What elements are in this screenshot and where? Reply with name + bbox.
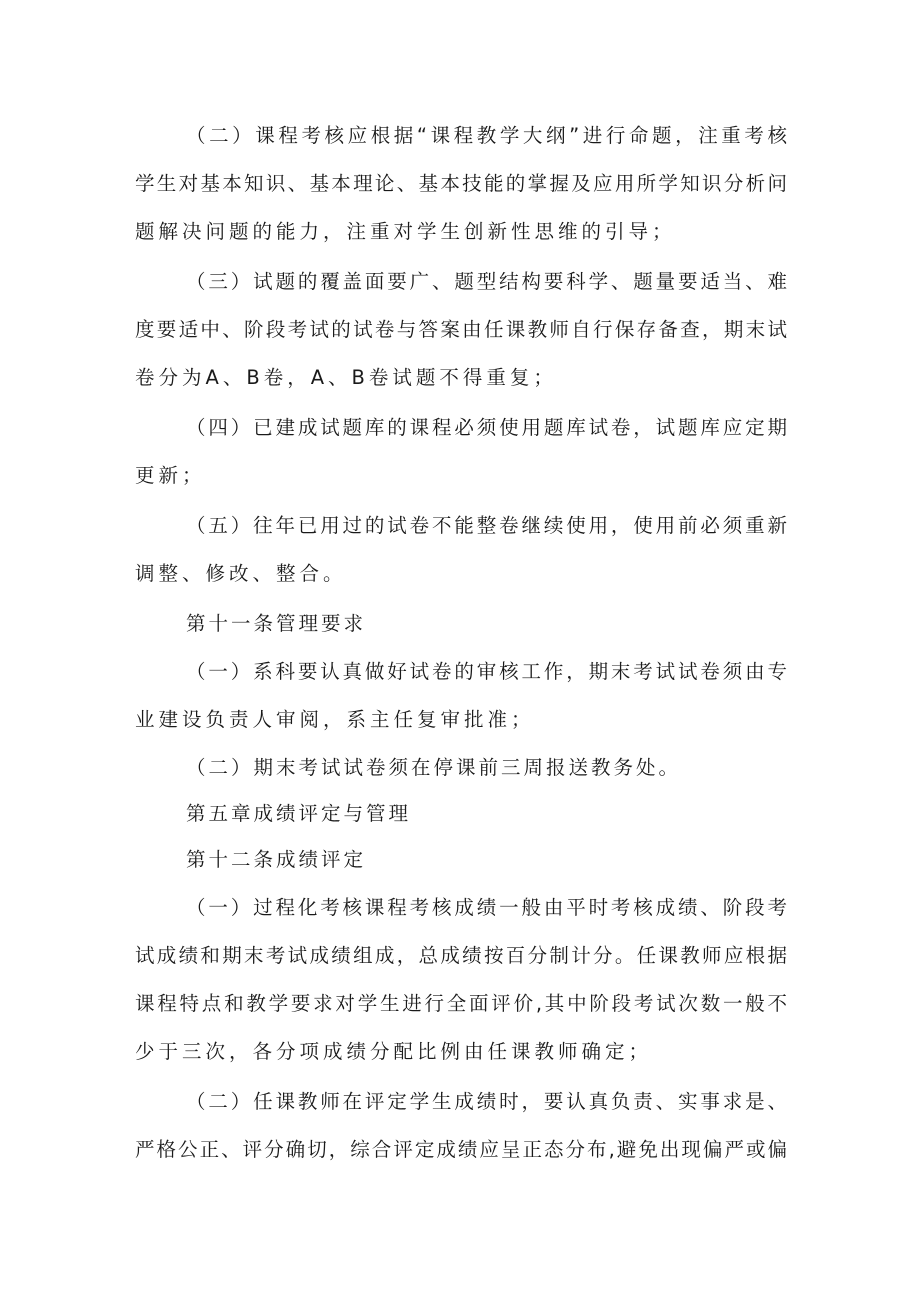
- paragraph-line: （五）往年已用过的试卷不能整卷继续使用，使用前必须重新: [186, 514, 787, 537]
- article-heading: 第十二条成绩评定: [186, 848, 367, 871]
- paragraph-line: 度要适中、阶段考试的试卷与答案由任课教师自行保存备查，期末试: [135, 318, 787, 341]
- paragraph-line: 严格公正、评分确切，综合评定成绩应呈正态分布,避免出现偏严或偏: [135, 1138, 787, 1161]
- chapter-heading: 第五章成绩评定与管理: [186, 802, 412, 825]
- paragraph-line: 题解决问题的能力，注重对学生创新性思维的引导；: [135, 220, 676, 243]
- paragraph-line: （三）试题的覆盖面要广、题型结构要科学、题量要适当、难: [186, 270, 787, 293]
- paragraph-line: 卷分为A、B卷，A、B卷试题不得重复；: [135, 366, 557, 389]
- paragraph-line: （一）系科要认真做好试卷的审核工作，期末考试试卷须由专: [186, 660, 787, 683]
- paragraph-line: 更新；: [135, 464, 206, 487]
- paragraph-line: （一）过程化考核课程考核成绩一般由平时考核成绩、阶段考: [186, 896, 787, 919]
- paragraph-line: 试成绩和期末考试成绩组成，总成绩按百分制计分。任课教师应根据: [135, 944, 787, 967]
- article-heading: 第十一条管理要求: [186, 612, 367, 635]
- paragraph-line: （二）期末考试试卷须在停课前三周报送教务处。: [186, 756, 682, 779]
- paragraph-line: （四）已建成试题库的课程必须使用题库试卷，试题库应定期: [186, 416, 787, 439]
- paragraph-line: 调整、修改、整合。: [135, 562, 347, 585]
- paragraph-line: 业建设负责人审阅，系主任复审批准；: [135, 708, 535, 731]
- paragraph-line: 课程特点和教学要求对学生进行全面评价,其中阶段考试次数一般不: [135, 992, 787, 1015]
- paragraph-line: （二）任课教师在评定学生成绩时，要认真负责、实事求是、: [186, 1090, 787, 1113]
- paragraph-line: 学生对基本知识、基本理论、基本技能的掌握及应用所学知识分析问: [135, 172, 787, 195]
- paragraph-line: 少于三次，各分项成绩分配比例由任课教师确定；: [135, 1040, 653, 1063]
- paragraph-line: （二）课程考核应根据“课程教学大纲”进行命题，注重考核: [186, 124, 787, 147]
